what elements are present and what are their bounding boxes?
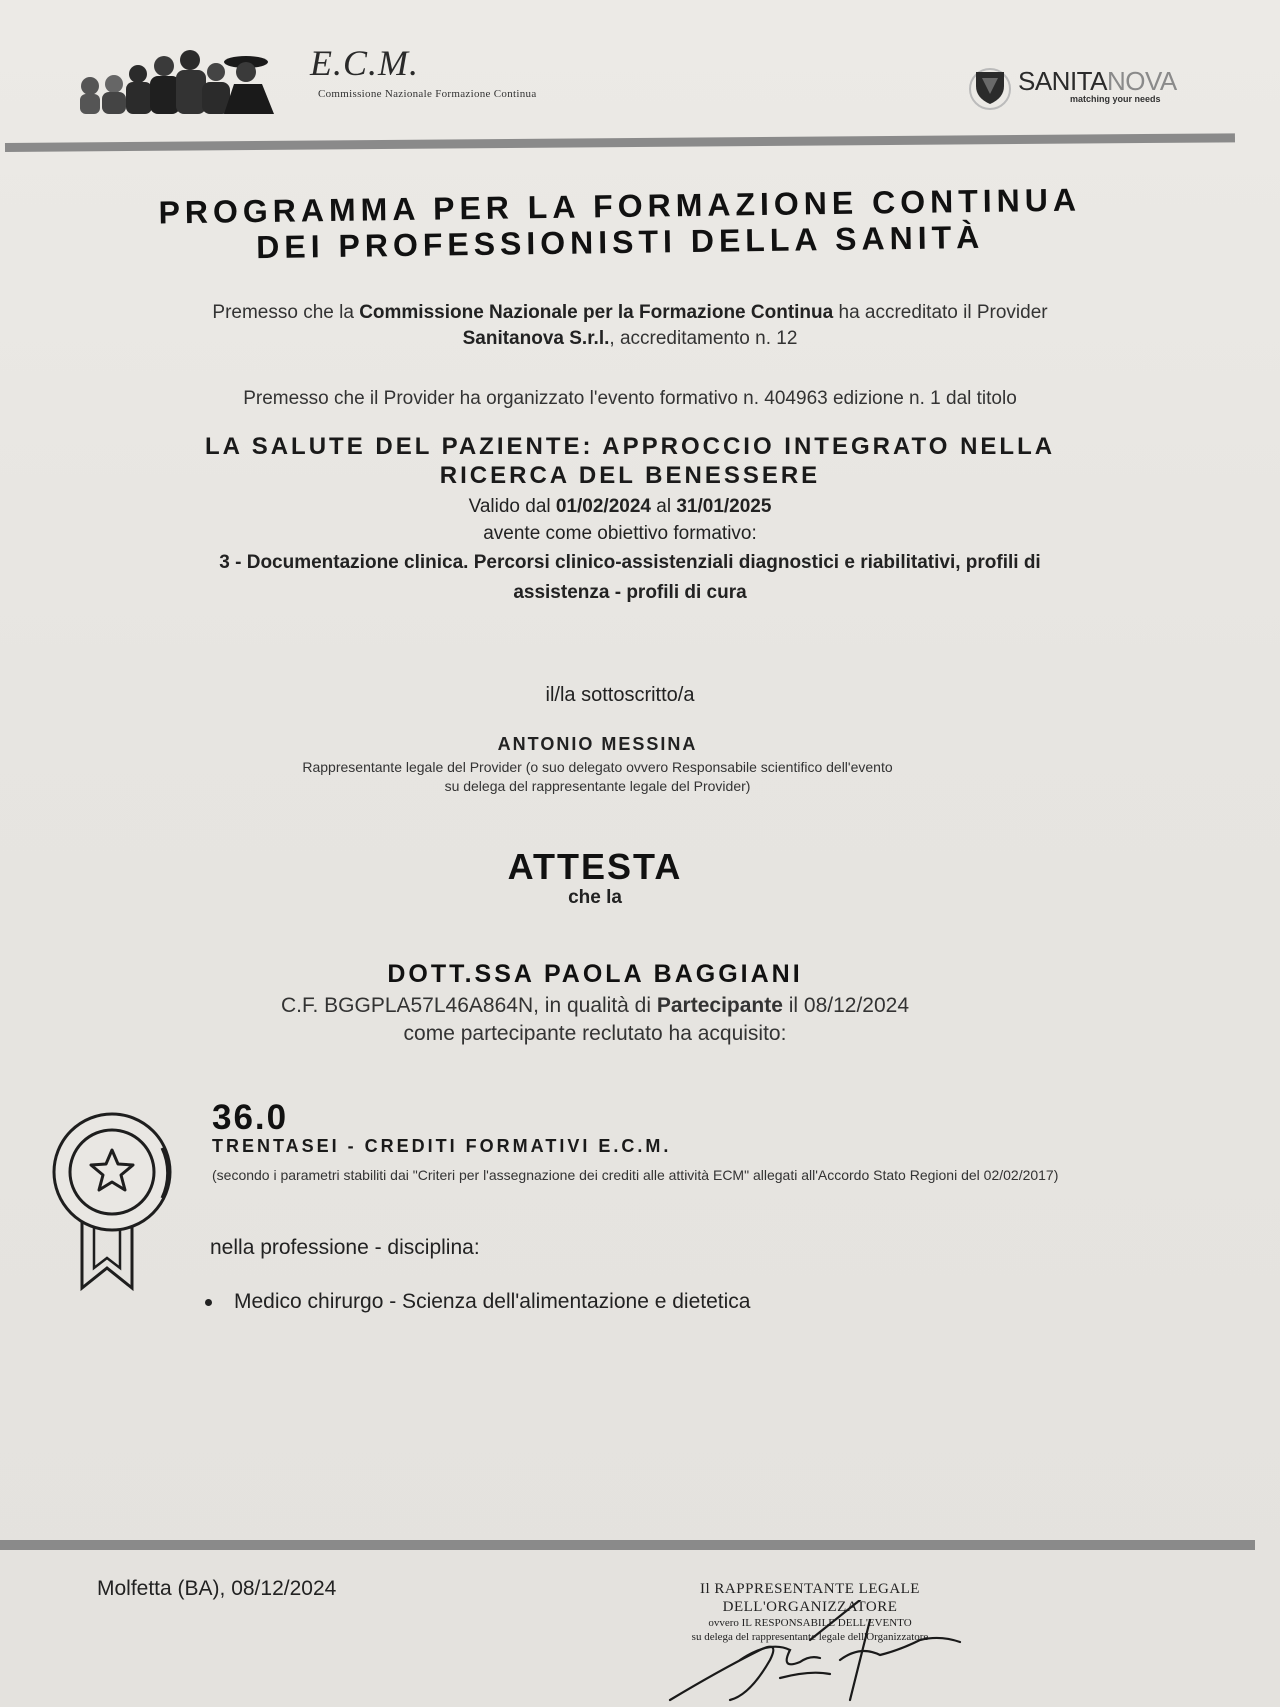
premise-text: ha accreditato il Provider: [833, 302, 1048, 323]
profession-label: nella professione - disciplina:: [210, 1236, 480, 1259]
event-title-line2: RICERCA DEL BENESSERE: [439, 462, 821, 489]
credits-words: TRENTASEI - CREDITI FORMATIVI E.C.M.: [212, 1136, 672, 1156]
valid-from-date: 01/02/2024: [555, 496, 651, 517]
certificate-title-line1: PROGRAMMA PER LA FORMAZIONE CONTINUA: [158, 181, 1082, 231]
participant-name: DOTT.SSA PAOLA BAGGIANI: [387, 960, 803, 988]
sanitanova-logo-icon: [968, 64, 1012, 114]
certificate-title: [0, 179, 1240, 268]
signature-title-line4: su delega del rappresentante legale dell'Organizzatore: [691, 1631, 929, 1643]
signature-title-line2: DELL'ORGANIZZATORE: [722, 1599, 898, 1615]
premise-text: Premesso che la: [212, 302, 360, 323]
bottom-divider: [0, 1540, 1255, 1550]
accreditation-number: , accreditamento n. 12: [609, 328, 798, 349]
signature-title-line1: Il RAPPRESENTANTE LEGALE: [700, 1581, 920, 1597]
credits-note: (secondo i parametri stabiliti dai "Criteri per l'assegnazione dei crediti alle attività ECM" allegati all'Accordo Stato Regioni del 02/02/2017): [212, 1167, 1059, 1183]
valid-to-date: 31/01/2025: [676, 496, 772, 517]
validity-line: [40, 494, 1200, 520]
validity-text: Valido dal: [468, 496, 556, 517]
attesta-sub: che la: [568, 887, 622, 908]
handwritten-signature-icon: [660, 1600, 1000, 1707]
certificate-title-line2: DEI PROFESSIONISTI DELLA SANITÀ: [255, 218, 985, 266]
signer-role-line1: Rappresentante legale del Provider (o suo delegato ovvero Responsabile scientifico dell'evento: [302, 759, 893, 775]
event-title-line1: LA SALUTE DEL PAZIENTE: APPROCCIO INTEGRATO NELLA: [204, 433, 1056, 460]
objective-line1: 3 - Documentazione clinica. Percorsi clinico-assistenziali diagnostici e riabilitativi, profili di: [219, 552, 1041, 573]
fiscal-code: C.F. BGGPLA57L46A864N, in qualità di: [280, 994, 657, 1017]
sanitanova-wordmark: [1018, 66, 1177, 97]
list-item: [205, 1290, 750, 1314]
sanitanova-tagline: matching your needs: [1070, 94, 1161, 104]
signer-name: ANTONIO MESSINA: [497, 734, 698, 754]
validity-text: al: [650, 496, 677, 517]
objective-line2: assistenza - profili di cura: [513, 582, 747, 603]
participant-details: [0, 994, 1190, 1018]
signer-intro: il/la sottoscritto/a: [545, 684, 695, 706]
provider-name: Sanitanova S.r.l.: [462, 328, 610, 349]
sanitanova-wordmark-main: SANITA: [1018, 66, 1107, 96]
event-title: [60, 432, 1200, 490]
training-objective: [70, 548, 1190, 608]
commission-name: Commissione Nazionale per la Formazione Continua: [359, 302, 834, 323]
attesta-heading: ATTESTA: [507, 846, 683, 887]
recruited-line: come partecipante reclutato ha acquisito:: [403, 1022, 787, 1045]
award-ribbon-star-icon: [50, 1108, 176, 1294]
header: [0, 0, 1280, 150]
ecm-logo-people-icon: [78, 40, 298, 114]
participant-role: Partecipante: [656, 994, 783, 1017]
bullet-icon: [205, 1299, 212, 1306]
credits-number: 36.0: [212, 1098, 289, 1137]
ecm-subtitle: Commissione Nazionale Formazione Continua: [318, 88, 537, 100]
signer-role: [200, 758, 995, 796]
ecm-title: E.C.M.: [310, 43, 419, 83]
profession-discipline: Medico chirurgo - Scienza dell'alimentazione e dietetica: [234, 1290, 751, 1313]
place-date: Molfetta (BA), 08/12/2024: [97, 1577, 337, 1600]
premise-event: Premesso che il Provider ha organizzato l'evento formativo n. 404963 edizione n. 1 dal titolo: [243, 388, 1017, 409]
objective-intro: avente come obiettivo formativo:: [483, 523, 757, 544]
signature-title-line3: ovvero IL RESPONSABILE DELL'EVENTO: [708, 1617, 912, 1629]
participation-date: il 08/12/2024: [782, 994, 910, 1017]
signer-role-line2: su delega del rappresentante legale del Provider): [444, 778, 751, 794]
sanitanova-wordmark-accent: NOVA: [1106, 66, 1177, 96]
premise-commission: [60, 300, 1200, 352]
